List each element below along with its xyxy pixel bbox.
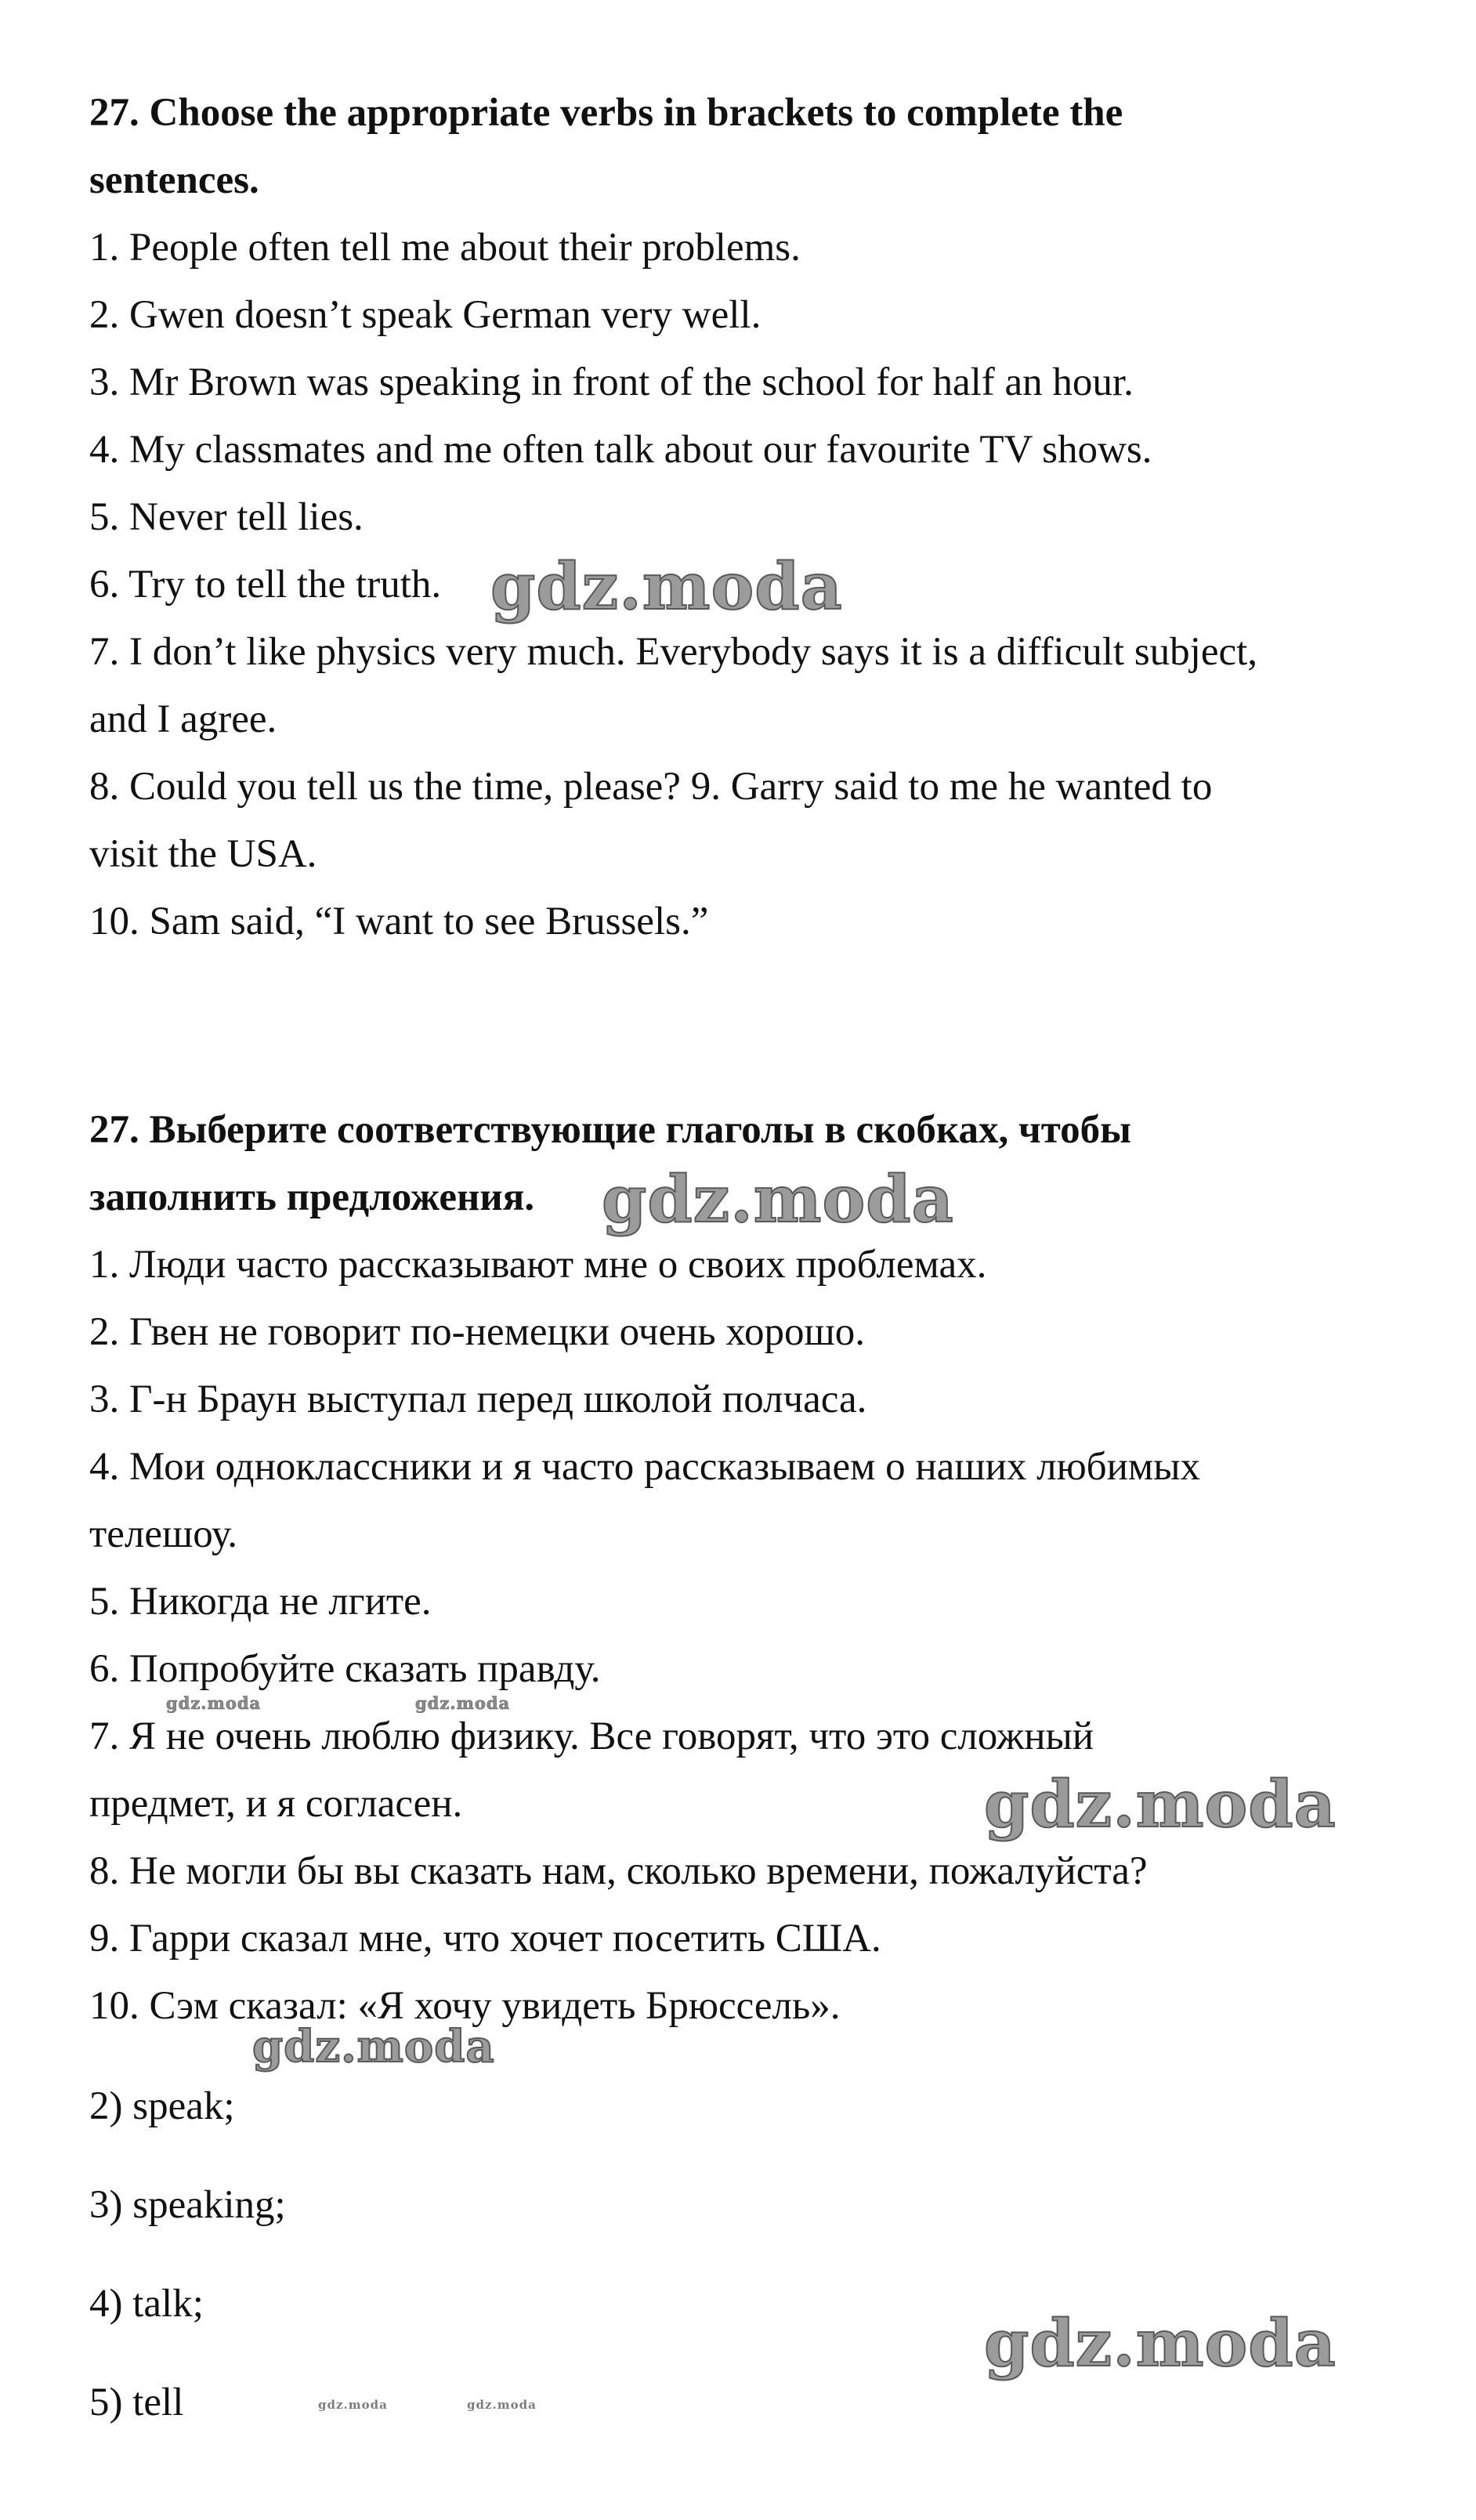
english-line: 3. Mr Brown was speaking in front of the school for half an hour. — [89, 360, 1134, 404]
watermark: gdz.moda — [415, 1693, 511, 1713]
russian-line: 10. Сэм сказал: «Я хочу увидеть Брюссель». — [89, 1984, 841, 2028]
watermark: gdz.moda — [252, 2021, 495, 2073]
english-heading-line-1: 27. Choose the appropriate verbs in brackets to complete the — [89, 91, 1123, 135]
english-line: 4. My classmates and me often talk about our favourite TV shows. — [89, 428, 1152, 472]
english-line: 2. Gwen doesn’t speak German very well. — [89, 293, 762, 337]
english-line: 7. I don’t like physics very much. Everybody says it is a difficult subject, — [89, 630, 1258, 674]
russian-line: 9. Гарри сказал мне, что хочет посетить США. — [89, 1917, 881, 1961]
english-line: visit the USA. — [89, 832, 317, 876]
russian-line: 1. Люди часто рассказывают мне о своих проблемах. — [89, 1243, 987, 1287]
russian-line: предмет, и я согласен. — [89, 1782, 463, 1826]
russian-line: 4. Мои одноклассники и я часто рассказываем о наших любимых — [89, 1445, 1200, 1489]
watermark: gdz.moda — [602, 1162, 954, 1237]
watermark: gdz.moda — [166, 1693, 262, 1713]
english-line: 1. People often tell me about their problems. — [89, 226, 801, 270]
english-line: and I agree. — [89, 697, 277, 741]
english-heading-line-2: sentences. — [89, 158, 259, 202]
english-line: 5. Never tell lies. — [89, 495, 364, 539]
watermark: gdz.moda — [984, 1767, 1337, 1842]
watermark: gdz.moda — [490, 549, 843, 625]
russian-line: 2. Гвен не говорит по-немецки очень хорошо. — [89, 1310, 865, 1354]
russian-line: 7. Я не очень люблю физику. Все говорят, что это сложный — [89, 1714, 1094, 1758]
watermark: gdz.moda — [984, 2306, 1337, 2381]
answer-item: 3) speaking; — [89, 2183, 286, 2227]
english-line: 6. Try to tell the truth. — [89, 563, 442, 606]
russian-line: 5. Никогда не лгите. — [89, 1580, 432, 1624]
russian-line: телешоу. — [89, 1512, 237, 1556]
english-line: 8. Could you tell us the time, please? 9. Garry said to me he wanted to — [89, 765, 1213, 809]
russian-heading-line-1: 27. Выберите соответствующие глаголы в скобках, чтобы — [89, 1108, 1131, 1152]
english-line: 10. Sam said, “I want to see Brussels.” — [89, 900, 709, 943]
russian-line: 6. Попробуйте сказать правду. — [89, 1647, 601, 1691]
answer-item: 5) tell — [89, 2381, 184, 2424]
watermark: gdz.moda — [467, 2398, 537, 2412]
russian-line: 8. Не могли бы вы сказать нам, сколько времени, пожалуйста? — [89, 1849, 1148, 1893]
answer-item: 2) speak; — [89, 2084, 235, 2128]
russian-line: 3. Г-н Браун выступал перед школой полчаса. — [89, 1378, 867, 1421]
answer-item: 4) talk; — [89, 2282, 204, 2326]
russian-heading-line-2: заполнить предложения. — [89, 1175, 535, 1219]
watermark: gdz.moda — [318, 2398, 388, 2412]
